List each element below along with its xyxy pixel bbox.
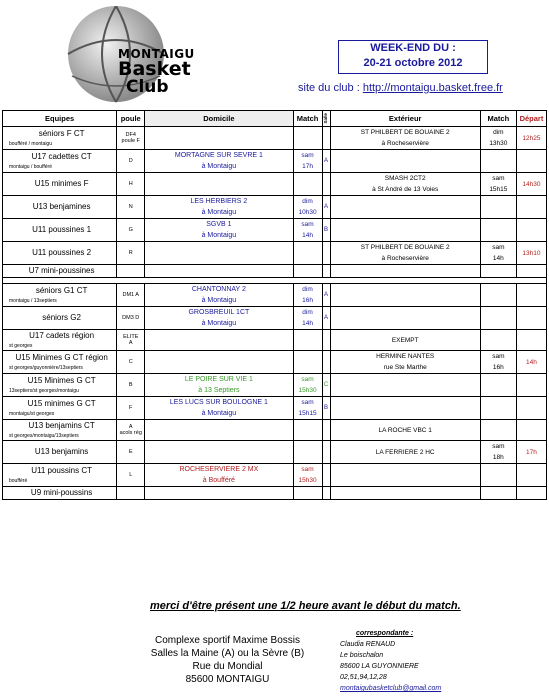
- header-exterieur: Extérieur: [330, 111, 480, 127]
- home-place: à Montaigu: [201, 320, 237, 327]
- home-cell: [145, 487, 293, 500]
- table-header-row: [3, 111, 547, 127]
- home-match-time: 14h: [302, 320, 313, 327]
- poule-line: G: [128, 227, 133, 233]
- hall-cell: [322, 127, 330, 150]
- table-row: [3, 284, 547, 307]
- team-cell: [3, 242, 117, 265]
- away-place: rue Ste Marthe: [383, 364, 427, 371]
- poule-line: D: [128, 158, 133, 164]
- poule-line: R: [128, 250, 133, 256]
- home-cell: [145, 150, 293, 173]
- home-cell: [145, 397, 293, 420]
- away-cell: [330, 487, 480, 500]
- hall-cell: A: [322, 150, 330, 173]
- team-cell: [3, 150, 117, 173]
- header-depart: Départ: [516, 111, 546, 127]
- away-match-day: dim: [493, 129, 504, 136]
- header-poule: poule: [117, 111, 145, 127]
- team-cell: [3, 464, 117, 487]
- home-match-day: sam: [301, 221, 314, 228]
- away-opponent: LA ROCHE VBC 1: [378, 426, 432, 434]
- table-row: [3, 397, 547, 420]
- home-match-cell: [293, 150, 322, 173]
- poule-line: B: [128, 382, 133, 388]
- team-name: U17 cadettes CT: [31, 152, 92, 161]
- team-cell: [3, 441, 117, 464]
- poule-line: E: [128, 449, 133, 455]
- poule-cell: [117, 265, 145, 278]
- team-name: U17 cadets région: [29, 331, 95, 340]
- home-match-day: sam: [301, 466, 314, 473]
- home-cell: [145, 284, 293, 307]
- team-cell: [3, 420, 117, 441]
- team-name: séniors F CT: [38, 129, 85, 138]
- away-match-cell: [480, 196, 516, 219]
- team-name: U7 mini-poussines: [28, 266, 95, 275]
- home-cell: [145, 441, 293, 464]
- away-cell: [330, 196, 480, 219]
- team-name: U11 poussines 2: [32, 248, 92, 257]
- team-cell: [3, 284, 117, 307]
- home-place: à Boufféré: [202, 477, 235, 484]
- away-opponent: HERMINE NANTES: [376, 353, 435, 360]
- away-cell: [330, 420, 480, 441]
- poule-line: poule F: [121, 138, 140, 144]
- away-match-cell: [480, 265, 516, 278]
- home-place: à 13 Septiers: [198, 387, 240, 394]
- poule-line: acols rég: [119, 430, 142, 436]
- team-cell: [3, 307, 117, 330]
- away-match-cell: [480, 420, 516, 441]
- home-match-cell: [293, 487, 322, 500]
- away-match-cell: [480, 487, 516, 500]
- hall-cell: [322, 173, 330, 196]
- departure-cell: 14h30: [516, 173, 546, 196]
- team-name: U15 Minimes G CT: [27, 376, 96, 385]
- home-match-cell: [293, 127, 322, 150]
- home-match-day: dim: [302, 309, 313, 316]
- team-name: U13 benjamins CT: [28, 421, 95, 430]
- team-sub: st georges: [9, 343, 33, 349]
- contact-block: [340, 628, 441, 694]
- weekend-dates: 20-21 octobre 2012: [363, 57, 463, 69]
- reminder-note: merci d'être présent une 1/2 heure avant le début du match.: [150, 600, 461, 612]
- hall-cell: [322, 351, 330, 374]
- away-cell: [330, 307, 480, 330]
- away-opponent: EXEMPT: [391, 336, 419, 344]
- table-row: [3, 330, 547, 351]
- hall-cell: [322, 441, 330, 464]
- away-match-day: sam: [492, 443, 505, 450]
- venue-address: [140, 634, 315, 686]
- home-match-time: 14h: [302, 232, 313, 239]
- away-match-cell: [480, 219, 516, 242]
- away-cell: [330, 351, 480, 374]
- team-cell: [3, 265, 117, 278]
- home-match-time: 15h30: [298, 387, 317, 394]
- table-row: [3, 307, 547, 330]
- poule-line: A: [128, 340, 133, 346]
- hall-cell: [322, 420, 330, 441]
- home-match-time: 15h30: [298, 477, 317, 484]
- departure-cell: [516, 464, 546, 487]
- poule-cell: [117, 351, 145, 374]
- poule-cell: [117, 127, 145, 150]
- home-match-cell: [293, 307, 322, 330]
- weekend-box: [338, 40, 488, 74]
- poule-cell: [117, 374, 145, 397]
- contact-line: Claudia RENAUD: [340, 641, 396, 648]
- team-cell: [3, 374, 117, 397]
- home-opponent: LES HERBIERS 2: [190, 198, 248, 205]
- poule-cell: [117, 307, 145, 330]
- away-match-cell: [480, 127, 516, 150]
- away-cell: [330, 242, 480, 265]
- team-cell: [3, 173, 117, 196]
- venue-line: 85600 MONTAIGU: [185, 674, 270, 685]
- venue-line: Rue du Mondial: [192, 661, 263, 672]
- home-cell: [145, 242, 293, 265]
- away-place: à Rocheservière: [381, 140, 429, 147]
- away-place: à St André de 13 Voies: [372, 186, 439, 193]
- poule-line: A: [128, 424, 133, 430]
- poule-line: H: [128, 181, 133, 187]
- schedule-table: [2, 110, 547, 500]
- hall-cell: A: [322, 196, 330, 219]
- poule-cell: [117, 420, 145, 441]
- header-domicile: Domicile: [145, 111, 293, 127]
- away-cell: [330, 150, 480, 173]
- poule-cell: [117, 242, 145, 265]
- home-cell: [145, 127, 293, 150]
- home-opponent: ROCHESERVIERE 2 MX: [179, 466, 259, 473]
- poule-cell: [117, 196, 145, 219]
- away-opponent: LA FERRIERE 2 HC: [375, 448, 435, 456]
- hall-cell: A: [322, 284, 330, 307]
- team-name: séniors G2: [42, 313, 81, 322]
- poule-cell: [117, 284, 145, 307]
- team-sub: montaigu / boufféré: [9, 164, 52, 170]
- away-cell: [330, 397, 480, 420]
- away-match-day: sam: [492, 175, 505, 182]
- hall-cell: B: [322, 397, 330, 420]
- home-match-cell: [293, 173, 322, 196]
- home-opponent: MORTAGNE SUR SEVRE 1: [174, 152, 263, 159]
- departure-cell: [516, 374, 546, 397]
- team-sub: boufféré / montaigu: [9, 141, 52, 147]
- home-match-cell: [293, 265, 322, 278]
- poule-line: DM1 A: [122, 292, 139, 298]
- venue-line: Complexe sportif Maxime Bossis: [154, 635, 301, 646]
- home-place: à Montaigu: [201, 209, 237, 216]
- table-row: [3, 127, 547, 150]
- poule-line: N: [128, 204, 133, 210]
- header-salle: Salle: [322, 111, 330, 127]
- team-cell: [3, 330, 117, 351]
- team-name: U11 poussins CT: [31, 466, 92, 475]
- away-match-time: 13h30: [489, 140, 508, 147]
- table-row: [3, 464, 547, 487]
- poule-line: F: [129, 405, 133, 411]
- home-cell: [145, 173, 293, 196]
- away-cell: [330, 441, 480, 464]
- away-match-cell: [480, 397, 516, 420]
- club-site: [298, 82, 503, 94]
- team-name: U15 minimes F: [34, 179, 89, 188]
- away-match-cell: [480, 374, 516, 397]
- home-cell: [145, 196, 293, 219]
- home-cell: [145, 374, 293, 397]
- departure-cell: [516, 196, 546, 219]
- contact-line: 85600 LA GUYONNIERE: [340, 663, 419, 670]
- hall-cell: [322, 487, 330, 500]
- home-match-cell: [293, 420, 322, 441]
- home-place: à Montaigu: [201, 297, 237, 304]
- table-row: [3, 420, 547, 441]
- away-opponent: SMASH 2CT2: [384, 175, 426, 182]
- away-opponent: ST PHILBERT DE BOUAINE 2: [360, 129, 450, 136]
- header-equipes: Equipes: [3, 111, 117, 127]
- home-place: à Montaigu: [201, 232, 237, 239]
- team-cell: [3, 196, 117, 219]
- home-opponent: GROSBREUIL 1CT: [188, 309, 250, 316]
- home-cell: [145, 464, 293, 487]
- away-cell: [330, 374, 480, 397]
- team-sub: boufféré: [9, 478, 28, 484]
- home-match-day: sam: [301, 376, 314, 383]
- poule-line: ELITE: [123, 334, 139, 340]
- home-match-cell: [293, 219, 322, 242]
- home-match-cell: [293, 351, 322, 374]
- contact-title: correspondante :: [356, 630, 414, 637]
- away-match-time: 18h: [492, 454, 504, 461]
- site-prefix: site du club :: [298, 82, 363, 94]
- logo-line-2: Basket: [118, 58, 191, 80]
- hall-cell: [322, 464, 330, 487]
- home-match-time: 16h: [302, 297, 313, 304]
- team-cell: [3, 487, 117, 500]
- team-name: U11 poussines 1: [32, 225, 92, 234]
- poule-cell: [117, 173, 145, 196]
- team-sub: montaigu / 13septiers: [9, 298, 57, 304]
- away-cell: [330, 219, 480, 242]
- home-match-cell: [293, 374, 322, 397]
- team-sub: montaigu/st georges: [9, 411, 55, 417]
- home-place: à Montaigu: [201, 163, 237, 170]
- departure-cell: [516, 284, 546, 307]
- home-place: à Montaigu: [201, 410, 237, 417]
- departure-cell: [516, 397, 546, 420]
- departure-cell: 13h10: [516, 242, 546, 265]
- away-match-cell: [480, 150, 516, 173]
- table-row: [3, 374, 547, 397]
- away-match-cell: [480, 173, 516, 196]
- home-match-cell: [293, 284, 322, 307]
- table-row: [3, 351, 547, 374]
- home-cell: [145, 219, 293, 242]
- poule-cell: [117, 441, 145, 464]
- hall-cell: [322, 265, 330, 278]
- away-match-cell: [480, 441, 516, 464]
- contact-email[interactable]: montaigubasketclub@gmail.com: [340, 685, 442, 692]
- team-name: U13 benjamins: [34, 447, 89, 456]
- departure-cell: [516, 219, 546, 242]
- site-link[interactable]: http://montaigu.basket.free.fr: [362, 82, 503, 94]
- poule-line: DM3 D: [122, 315, 140, 321]
- home-match-time: 10h30: [298, 209, 317, 216]
- poule-cell: [117, 397, 145, 420]
- departure-cell: [516, 265, 546, 278]
- away-cell: [330, 284, 480, 307]
- team-sub: 13septiers/st georges/montaigu: [9, 388, 79, 394]
- table-row: [3, 150, 547, 173]
- away-cell: [330, 265, 480, 278]
- poule-cell: [117, 150, 145, 173]
- away-match-time: 15h15: [489, 186, 508, 193]
- home-match-cell: [293, 441, 322, 464]
- departure-cell: 14h: [516, 351, 546, 374]
- home-opponent: LES LUCS SUR BOULOGNE 1: [169, 399, 268, 406]
- header-match-ext: Match: [480, 111, 516, 127]
- team-cell: [3, 127, 117, 150]
- away-match-cell: [480, 330, 516, 351]
- team-cell: [3, 219, 117, 242]
- away-match-time: 14h: [492, 255, 504, 262]
- table-row: [3, 219, 547, 242]
- away-cell: [330, 464, 480, 487]
- home-match-cell: [293, 464, 322, 487]
- header-match: Match: [293, 111, 322, 127]
- hall-cell: A: [322, 307, 330, 330]
- team-sub: st georges/guyonnière/13septiers: [9, 365, 83, 371]
- home-match-day: dim: [302, 198, 313, 205]
- away-match-cell: [480, 351, 516, 374]
- departure-cell: [516, 330, 546, 351]
- home-match-cell: [293, 397, 322, 420]
- team-cell: [3, 397, 117, 420]
- away-match-cell: [480, 284, 516, 307]
- team-name: U9 mini-poussins: [30, 488, 93, 497]
- table-row: [3, 242, 547, 265]
- home-match-time: 15h15: [298, 410, 317, 417]
- logo-line-3: Club: [126, 77, 169, 97]
- team-cell: [3, 351, 117, 374]
- table-row: [3, 265, 547, 278]
- contact-line: 02,51,94,12,28: [340, 674, 387, 681]
- poule-cell: [117, 219, 145, 242]
- home-match-cell: [293, 196, 322, 219]
- home-match-day: sam: [301, 152, 314, 159]
- contact-line: Le boischalon: [340, 652, 384, 659]
- hall-cell: [322, 242, 330, 265]
- club-logo-text: [118, 48, 195, 96]
- home-match-cell: [293, 242, 322, 265]
- team-name: U15 Minimes G CT région: [15, 353, 108, 362]
- home-cell: [145, 420, 293, 441]
- away-place: à Rocheservière: [381, 255, 429, 262]
- away-match-day: sam: [492, 244, 505, 251]
- team-name: U13 benjamines: [32, 202, 91, 211]
- table-row: [3, 441, 547, 464]
- home-cell: [145, 330, 293, 351]
- home-cell: [145, 265, 293, 278]
- departure-cell: [516, 307, 546, 330]
- away-match-cell: [480, 307, 516, 330]
- poule-line: DF4: [125, 132, 136, 138]
- table-row: [3, 196, 547, 219]
- away-match-cell: [480, 242, 516, 265]
- hall-cell: B: [322, 219, 330, 242]
- away-cell: [330, 173, 480, 196]
- away-cell: [330, 127, 480, 150]
- home-cell: [145, 307, 293, 330]
- table-row: [3, 487, 547, 500]
- table-row: [3, 173, 547, 196]
- home-cell: [145, 351, 293, 374]
- departure-cell: [516, 487, 546, 500]
- hall-cell: [322, 330, 330, 351]
- venue-line: Salles la Maine (A) ou la Sèvre (B): [150, 648, 305, 659]
- poule-cell: [117, 487, 145, 500]
- away-cell: [330, 330, 480, 351]
- poule-cell: [117, 330, 145, 351]
- away-match-day: sam: [492, 353, 505, 360]
- team-name: U15 minimes G CT: [27, 399, 96, 408]
- poule-cell: [117, 464, 145, 487]
- away-match-cell: [480, 464, 516, 487]
- away-opponent: ST PHILBERT DE BOUAINE 2: [360, 244, 450, 251]
- poule-line: L: [129, 472, 133, 478]
- logo-line-1: MONTAIGU: [118, 47, 195, 61]
- poule-line: C: [128, 359, 133, 365]
- team-name: séniors G1 CT: [35, 286, 88, 295]
- departure-cell: 17h: [516, 441, 546, 464]
- home-match-day: dim: [302, 286, 313, 293]
- home-opponent: CHANTONNAY 2: [191, 286, 246, 293]
- hall-cell: C: [322, 374, 330, 397]
- departure-cell: [516, 420, 546, 441]
- weekend-label: WEEK-END DU :: [370, 42, 456, 54]
- home-opponent: SGVB 1: [206, 221, 232, 228]
- away-match-time: 16h: [492, 364, 504, 371]
- home-match-cell: [293, 330, 322, 351]
- home-match-day: sam: [301, 399, 314, 406]
- home-match-time: 17h: [302, 163, 313, 170]
- home-opponent: LE POIRE SUR VIE 1: [184, 376, 253, 383]
- departure-cell: 12h25: [516, 127, 546, 150]
- team-sub: st georges/montaigu/13septiers: [9, 433, 79, 439]
- departure-cell: [516, 150, 546, 173]
